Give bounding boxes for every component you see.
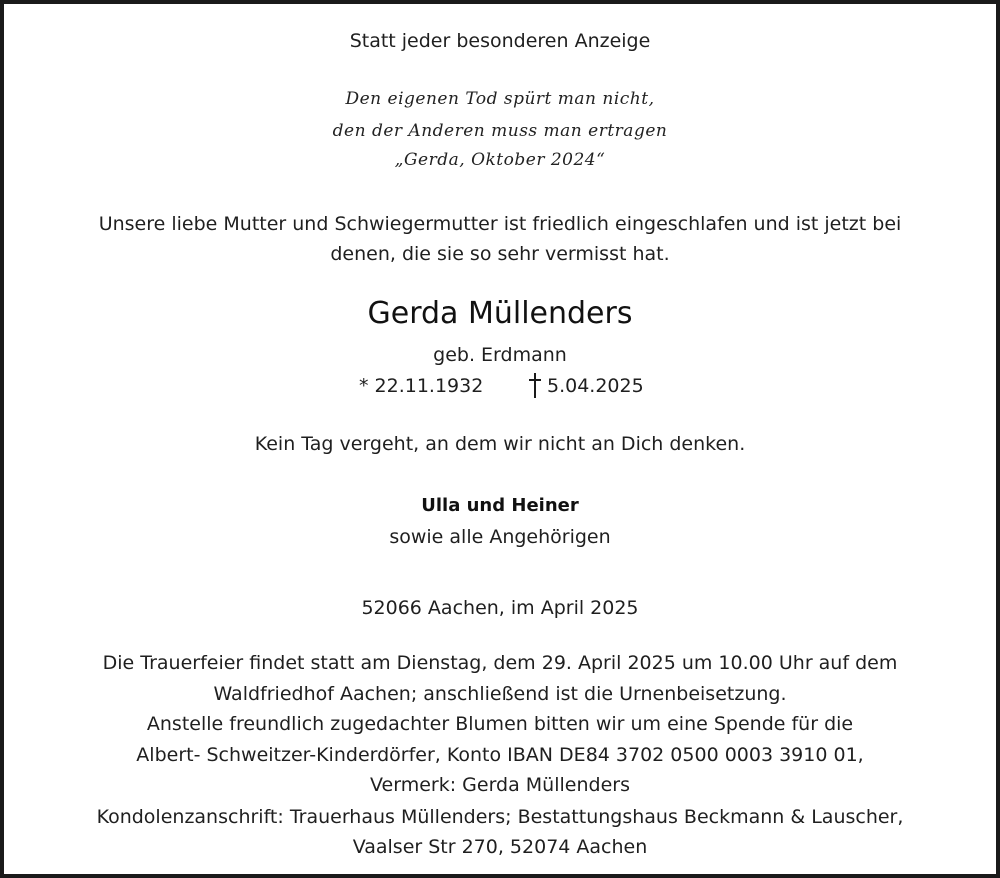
service-info-line-1: Die Trauerfeier findet statt am Dienstag, dem 29. April 2025 um 10.00 Uhr auf dem	[102, 652, 898, 674]
life-dates	[4, 372, 996, 402]
donation-info-line-2: Albert- Schweitzer-Kinderdörfer, Konto IBAN DE84 3702 0500 0003 3910 01,	[136, 744, 864, 766]
donation-info-line-1: Anstelle freundlich zugedachter Blumen bitten wir um eine Spende für die	[146, 713, 854, 735]
notice-header: Statt jeder besonderen Anzeige	[349, 30, 651, 52]
maiden-name: geb. Erdmann	[433, 344, 567, 366]
birth-date: * 22.11.1932	[359, 375, 484, 397]
relatives: sowie alle Angehörigen	[389, 526, 611, 548]
intro-line-1: Unsere liebe Mutter und Schwiegermutter ist friedlich eingeschlafen und ist jetzt bei	[98, 213, 902, 235]
service-info-line-2: Waldfriedhof Aachen; anschließend ist die Urnenbeisetzung.	[213, 683, 787, 705]
place-date: 52066 Aachen, im April 2025	[361, 597, 639, 619]
condolence-address-line-2: Vaalser Str 270, 52074 Aachen	[352, 836, 648, 858]
deceased-name: Gerda Müllenders	[367, 296, 633, 331]
quote-attribution: „Gerda, Oktober 2024“	[394, 150, 606, 170]
death-date-group	[529, 372, 644, 400]
quote-line-1: Den eigenen Tod spürt man nicht,	[345, 89, 655, 109]
death-date: 5.04.2025	[547, 375, 644, 397]
intro-line-2: denen, die sie so sehr vermisst hat.	[330, 243, 670, 265]
signers: Ulla und Heiner	[421, 495, 579, 516]
condolence-address-line-1: Kondolenzanschrift: Trauerhaus Müllenders; Bestattungshaus Beckmann & Lauscher,	[96, 806, 904, 828]
remembrance-line: Kein Tag vergeht, an dem wir nicht an Dich denken.	[254, 433, 746, 455]
cross-icon	[529, 372, 541, 398]
donation-reference: Vermerk: Gerda Müllenders	[370, 774, 630, 796]
quote-line-2: den der Anderen muss man ertragen	[332, 121, 668, 141]
